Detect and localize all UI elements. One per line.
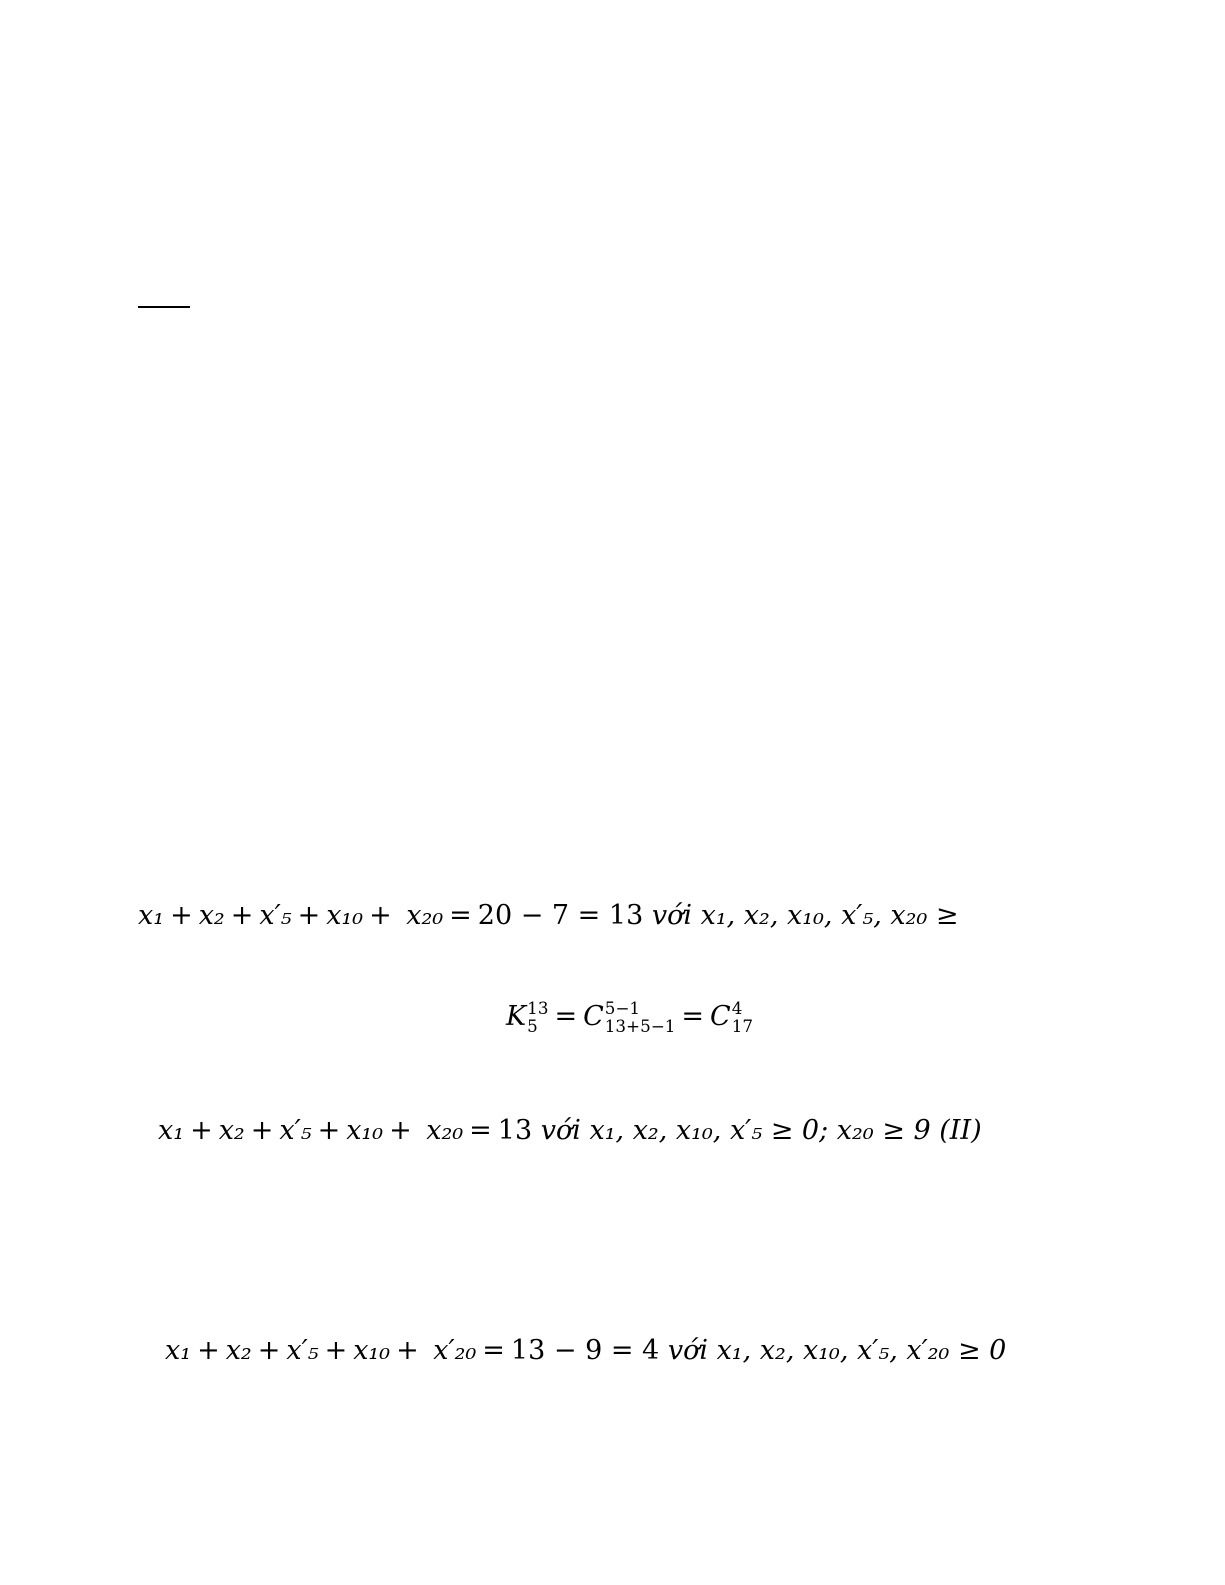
symbol-K: K [506,1001,527,1033]
term: x′₂₀ [433,1335,477,1366]
term: x′₅ [259,900,292,931]
C1-sub: 13+5−1 [604,1015,676,1036]
variable-list: x₁, x₂, x₁₀, x′₅, x₂₀ ≥ [700,900,959,931]
term: x₁ [165,1335,192,1366]
K-indices [527,1000,548,1035]
term: x₂ [218,1115,245,1146]
rhs: 20 − 7 = 13 [477,900,644,931]
term: x′₅ [279,1115,312,1146]
C1-sup: 5−1 [604,998,641,1018]
term: x₂ [198,900,225,931]
word-voi: với [667,1335,708,1366]
word-voi: với [651,900,692,931]
K-sub: 5 [527,1015,538,1036]
C2-sub: 17 [731,1015,753,1036]
term: x′₅ [286,1335,319,1366]
equation-2: K 13 5 = C 5−1 13+5−1 = C 4 17 [506,998,753,1036]
term: x₁ [158,1115,185,1146]
rhs: 13 − 9 = 4 [510,1335,660,1366]
C2-indices [732,1000,753,1035]
variable-list: x₁, x₂, x₁₀, x′₅, x′₂₀ ≥ 0 [716,1335,1007,1366]
rhs: 13 [497,1115,533,1146]
C1-indices [605,1000,676,1035]
variable-list: x₁, x₂, x₁₀, x′₅ ≥ 0; x₂₀ ≥ 9 (II) [589,1115,982,1146]
term: x₁₀ [326,900,364,931]
term: x₂₀ [406,900,444,931]
K-sup: 13 [527,998,549,1018]
C2-sup: 4 [731,998,743,1018]
equation-4: x₁ + x₂ + x′₅ + x₁₀ + x′₂₀ = 13 − 9 = 4 với x₁, x₂, x₁₀, x′₅, x′₂₀ ≥ 0 [165,1335,1007,1366]
term: x₂ [225,1335,252,1366]
term: x₁₀ [353,1335,391,1366]
symbol-C: C [583,1001,604,1033]
symbol-C: C [710,1001,731,1033]
equation-3: x₁ + x₂ + x′₅ + x₁₀ + x₂₀ = 13 với x₁, x₂, x₁₀, x′₅ ≥ 0; x₂₀ ≥ 9 (II) [158,1115,982,1146]
term: x₂₀ [426,1115,464,1146]
word-voi: với [540,1115,581,1146]
underline-mark [138,306,190,308]
term: x₁ [138,900,165,931]
equation-1: x₁ + x₂ + x′₅ + x₁₀ + x₂₀ = 20 − 7 = 13 với x₁, x₂, x₁₀, x′₅, x₂₀ ≥ [138,900,959,931]
term: x₁₀ [346,1115,384,1146]
